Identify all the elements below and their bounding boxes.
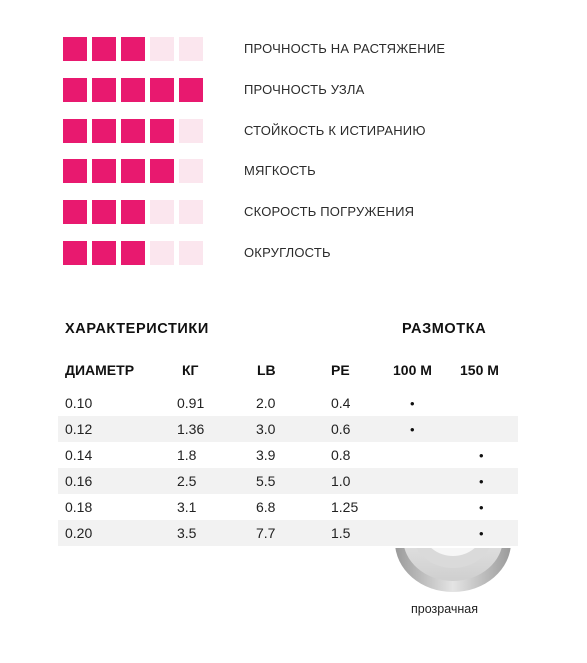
cell-kg: 2.5 xyxy=(177,473,197,489)
rating-square-filled xyxy=(150,159,174,183)
rating-square-filled xyxy=(121,78,145,102)
rating-square-empty xyxy=(179,241,203,265)
rating-label: МЯГКОСТЬ xyxy=(244,163,316,178)
rating-row xyxy=(63,119,503,143)
rating-square-filled xyxy=(63,241,87,265)
cell-diameter: 0.14 xyxy=(65,447,93,463)
cell-150m-marker: • xyxy=(479,474,484,489)
cell-150m-marker: • xyxy=(479,448,484,463)
cell-kg: 3.1 xyxy=(177,499,197,515)
cell-diameter: 0.12 xyxy=(65,421,93,437)
cell-lb: 6.8 xyxy=(256,499,276,515)
rating-label: СКОРОСТЬ ПОГРУЖЕНИЯ xyxy=(244,204,415,219)
rating-square-filled xyxy=(121,159,145,183)
column-header-kg: КГ xyxy=(182,362,199,378)
cell-pe: 0.6 xyxy=(331,421,351,437)
cell-150m-marker: • xyxy=(479,526,484,541)
rating-square-filled xyxy=(92,241,116,265)
cell-pe: 1.25 xyxy=(331,499,359,515)
cell-pe: 1.0 xyxy=(331,473,351,489)
cell-lb: 2.0 xyxy=(256,395,276,411)
rating-row xyxy=(63,159,503,183)
rating-square-filled xyxy=(179,78,203,102)
rating-square-empty xyxy=(179,119,203,143)
rating-row xyxy=(63,37,503,61)
column-header-diameter: ДИАМЕТР xyxy=(65,362,135,378)
rating-square-empty xyxy=(150,241,174,265)
rating-label: ПРОЧНОСТЬ НА РАСТЯЖЕНИЕ xyxy=(244,41,446,56)
cell-pe: 0.8 xyxy=(331,447,351,463)
cell-kg: 3.5 xyxy=(177,525,197,541)
rating-square-filled xyxy=(92,37,116,61)
characteristics-title: ХАРАКТЕРИСТИКИ xyxy=(65,321,209,337)
cell-kg: 1.36 xyxy=(177,421,205,437)
cell-kg: 0.91 xyxy=(177,395,205,411)
rating-square-filled xyxy=(121,37,145,61)
cell-150m-marker: • xyxy=(479,500,484,515)
rating-square-empty xyxy=(150,200,174,224)
rating-square-empty xyxy=(150,37,174,61)
cell-lb: 3.9 xyxy=(256,447,276,463)
rating-square-filled xyxy=(63,37,87,61)
table-row-stripe xyxy=(58,468,518,494)
rating-row xyxy=(63,241,503,265)
cell-lb: 3.0 xyxy=(256,421,276,437)
rating-label: СТОЙКОСТЬ К ИСТИРАНИЮ xyxy=(244,123,426,138)
cell-kg: 1.8 xyxy=(177,447,197,463)
rating-square-empty xyxy=(179,159,203,183)
rating-square-empty xyxy=(179,37,203,61)
rating-label: ОКРУГЛОСТЬ xyxy=(244,245,331,260)
cell-diameter: 0.16 xyxy=(65,473,93,489)
table-row-stripe xyxy=(58,520,518,546)
rating-square-filled xyxy=(150,119,174,143)
rating-square-filled xyxy=(92,78,116,102)
cell-100m-marker: • xyxy=(410,396,415,411)
cell-diameter: 0.18 xyxy=(65,499,93,515)
rating-square-filled xyxy=(63,78,87,102)
rating-square-filled xyxy=(92,159,116,183)
rating-square-filled xyxy=(92,119,116,143)
cell-diameter: 0.10 xyxy=(65,395,93,411)
spool-caption: прозрачная xyxy=(411,602,479,616)
rating-label: ПРОЧНОСТЬ УЗЛА xyxy=(244,82,365,97)
rating-square-filled xyxy=(121,241,145,265)
table-row-stripe xyxy=(58,416,518,442)
rating-square-filled xyxy=(121,200,145,224)
column-header-150m: 150 M xyxy=(460,362,499,378)
rating-square-empty xyxy=(179,200,203,224)
column-header-pe: PE xyxy=(331,362,350,378)
column-header-lb: LB xyxy=(257,362,276,378)
rating-row xyxy=(63,78,503,102)
cell-100m-marker: • xyxy=(410,422,415,437)
rating-square-filled xyxy=(150,78,174,102)
cell-pe: 1.5 xyxy=(331,525,351,541)
spool-image xyxy=(393,548,513,594)
rating-square-filled xyxy=(63,119,87,143)
cell-lb: 5.5 xyxy=(256,473,276,489)
rating-square-filled xyxy=(121,119,145,143)
cell-pe: 0.4 xyxy=(331,395,351,411)
cell-lb: 7.7 xyxy=(256,525,276,541)
rating-square-filled xyxy=(92,200,116,224)
rating-square-filled xyxy=(63,159,87,183)
column-header-100m: 100 M xyxy=(393,362,432,378)
spool-length-title: РАЗМОТКА xyxy=(402,321,487,337)
rating-square-filled xyxy=(63,200,87,224)
rating-row xyxy=(63,200,503,224)
cell-diameter: 0.20 xyxy=(65,525,93,541)
